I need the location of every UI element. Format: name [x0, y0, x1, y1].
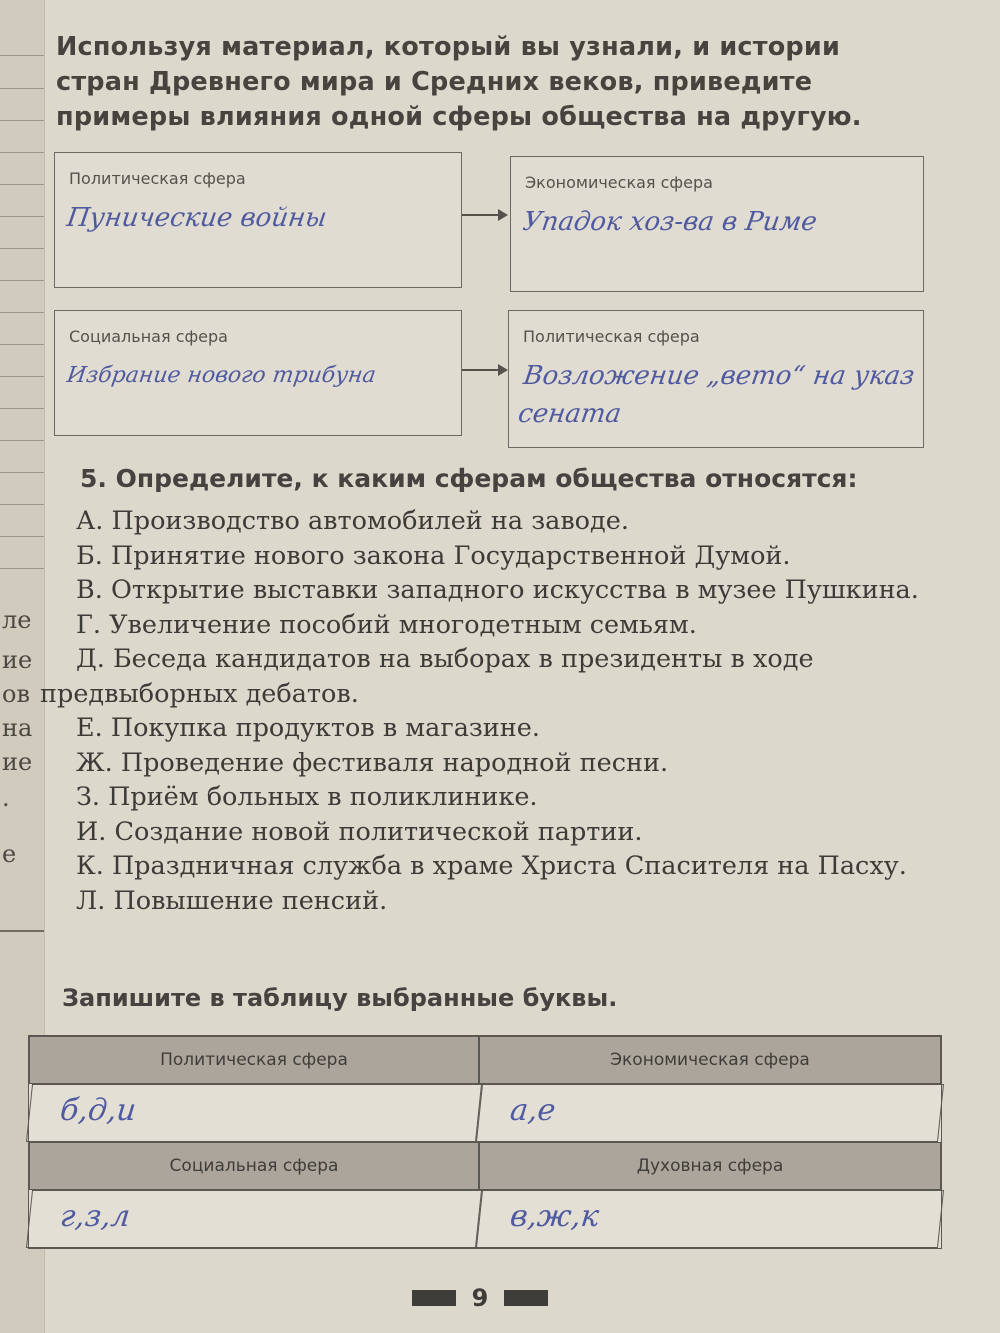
table-cell-spiritual: в,ж,к [476, 1190, 944, 1248]
handwritten-answer: Избрание нового трибуна [65, 363, 378, 388]
list-item: Б. Принятие нового закона Государственной Думой. [76, 540, 791, 571]
page-number-bar-left [412, 1290, 456, 1306]
table-cell-economic: а,е [476, 1084, 944, 1142]
handwritten-answer: Возложение „вето“ на указ сената [516, 361, 917, 429]
list-item: З. Приём больных в поликлинике. [76, 782, 538, 812]
box-header: Политическая сфера [69, 169, 246, 188]
list-item: Г. Увеличение пособий многодетным семьям. [76, 609, 697, 640]
arrow-icon [462, 214, 506, 216]
table-header-spiritual: Духовная сфера [479, 1142, 941, 1190]
margin-fragment: ле [2, 606, 32, 634]
page-number [412, 1286, 548, 1310]
diagram-box-economic [510, 156, 924, 292]
list-item: И. Создание новой политической партии. [76, 816, 643, 847]
table-header-economic: Экономическая сфера [479, 1036, 941, 1084]
table-cell-social: г,з,л [26, 1190, 482, 1248]
box-header: Политическая сфера [523, 327, 700, 346]
margin-fragment: на [2, 714, 33, 742]
diagram-box-social [54, 310, 462, 436]
margin-fragment: ов [2, 680, 30, 708]
answer-table [28, 1035, 942, 1249]
table-header-social: Социальная сфера [29, 1142, 479, 1190]
question-items [40, 504, 940, 918]
list-item: Л. Повышение пенсий. [76, 885, 388, 916]
page-number-bar-right [504, 1290, 548, 1306]
margin-fragment: ие [2, 646, 33, 674]
list-item: Ж. Проведение фестиваля народной песни. [76, 747, 669, 778]
diagram-box-political-2 [508, 310, 924, 448]
arrow-icon [462, 369, 506, 371]
margin-fragment: ие [2, 748, 33, 776]
table-header-political: Политическая сфера [29, 1036, 479, 1084]
task-intro: Используя материал, который вы узнали, и истории стран Древнего мира и Средних веков, приведите примеры влияния одной сферы общества на другую. [56, 32, 862, 132]
box-header: Экономическая сфера [525, 173, 713, 192]
handwritten-answer: Пунические войны [64, 203, 329, 233]
box-header: Социальная сфера [69, 327, 228, 346]
margin-fragment: е [2, 840, 17, 868]
list-item: В. Открытие выставки западного искусства в музее Пушкина. [76, 575, 919, 605]
list-item: Д. Беседа кандидатов на выборах в президенты в ходе предвыборных дебатов. [40, 644, 814, 709]
list-item: А. Производство автомобилей на заводе. [76, 506, 629, 536]
page-number-text: 9 [471, 1284, 489, 1312]
question-heading: 5. Определите, к каким сферам общества относятся: [80, 464, 858, 493]
list-item: К. Праздничная служба в храме Христа Спасителя на Пасху. [76, 851, 907, 881]
table-instruction: Запишите в таблицу выбранные буквы. [62, 984, 618, 1012]
margin-fragment: . [2, 784, 10, 812]
table-cell-political: б,д,и [26, 1084, 482, 1142]
diagram-box-political-1 [54, 152, 462, 288]
list-item: Е. Покупка продуктов в магазине. [76, 713, 540, 743]
handwritten-answer: Упадок хоз-ва в Риме [520, 207, 819, 237]
